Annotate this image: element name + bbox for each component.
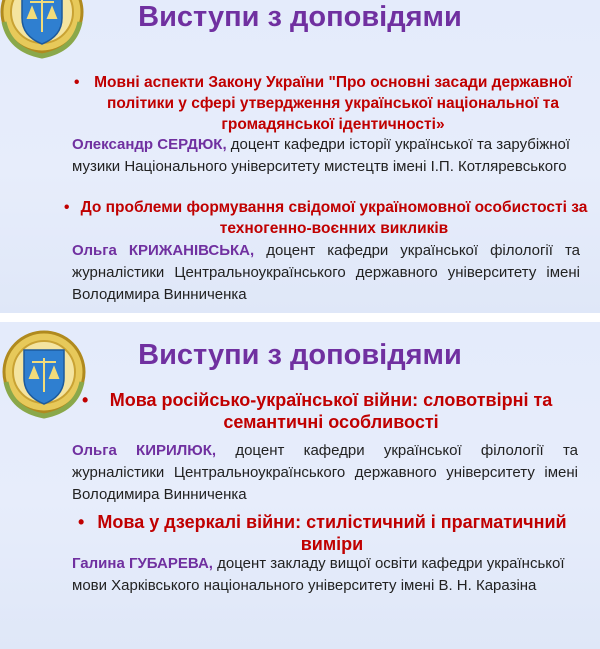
bullet-icon: • <box>64 199 70 216</box>
university-emblem-icon <box>0 322 94 422</box>
bullet-icon: • <box>82 390 89 410</box>
speaker-info: доцент кафедри української філології та журналістики Центральноукраїнського державного університету імені Володимира Винниченка <box>72 242 580 303</box>
speaker-name: Ольга КРИЖАНІВСЬКА, <box>72 242 255 259</box>
talk-topic-text: До проблеми формування свідомої україномовної особистості за техногенно-воєнних викликів <box>80 199 588 237</box>
talk-topic <box>64 197 590 239</box>
talk-topic-text: Мовні аспекти Закону України "Про основні засади державної політики у сфері утвердження української національної та громадянської ідентичності» <box>94 74 572 133</box>
talk-topic <box>74 72 578 135</box>
speaker-info: доцент кафедри історії української та зарубіжної музики Національного університету мистецтв імені І.П. Котляревського <box>72 136 571 175</box>
bullet-icon: • <box>78 512 85 532</box>
talk-topic <box>78 511 572 555</box>
slide-title: Виступи з доповідями <box>138 1 462 33</box>
speaker-info: доцент закладу вищої освіти кафедри української мови Харківського національного університету імені В. Н. Каразіна <box>72 555 565 594</box>
speaker-name: Олександр СЕРДЮК, <box>72 136 227 153</box>
talk-topic-text: Мова російсько-української війни: словотвірні та семантичні особливості <box>109 390 553 432</box>
talk-speaker <box>72 553 582 597</box>
speaker-name: Ольга КИРИЛЮК, <box>72 442 217 459</box>
speaker-name: Галина ГУБАРЕВА, <box>72 555 213 572</box>
bullet-icon: • <box>74 74 80 91</box>
talk-speaker <box>72 134 587 178</box>
slide-divider <box>0 313 600 322</box>
talk-speaker <box>72 240 580 306</box>
talk-speaker <box>72 440 578 506</box>
slide-title: Виступи з доповідями <box>138 339 462 371</box>
talk-topic-text: Мова у дзеркалі війни: стилістичний і прагматичний виміри <box>97 512 567 554</box>
talk-topic <box>82 389 566 433</box>
speaker-info: доцент кафедри української філології та журналістики Центральноукраїнського державного університету імені Володимира Винниченка <box>72 442 578 503</box>
